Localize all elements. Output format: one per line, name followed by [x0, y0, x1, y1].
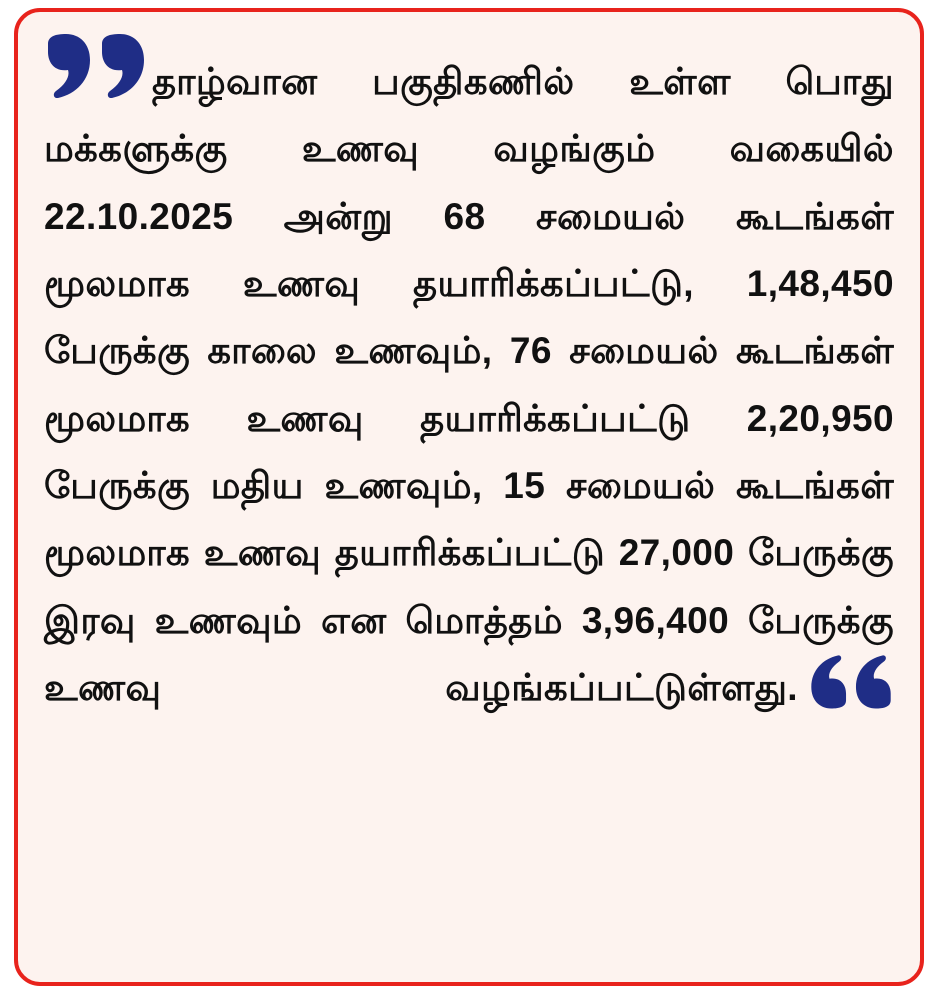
quote-card-inner — [18, 12, 920, 982]
quote-lead-word: தாழ்வான — [152, 61, 318, 102]
quote-card — [14, 8, 924, 986]
open-quote-icon — [44, 34, 148, 98]
quote-body-text: பகுதிகணில் உள்ள பொது மக்களுக்கு உணவு வழங்கும் வகையில் 22.10.2025 அன்று 68 சமையல் கூடங்கள் மூலமாக உணவு தயாரிக்கப்பட்டு, 1,48,450 பேருக்கு காலை உணவும், 76 சமையல் கூடங்கள் மூலமாக உணவு தயாரிக்கப்பட்டு 2,20,950 பேருக்கு மதிய உணவும், 15 சமையல் கூடங்கள் மூலமாக உணவு தயாரிக்கப்பட்டு 27,000 பேருக்கு இரவு உணவும் என மொத்தம் 3,96,400 பேருக்கு உணவு வழங்கப்பட்டுள்ளது. — [44, 61, 894, 708]
close-quote-icon — [808, 654, 894, 710]
quote-paragraph — [44, 34, 894, 789]
